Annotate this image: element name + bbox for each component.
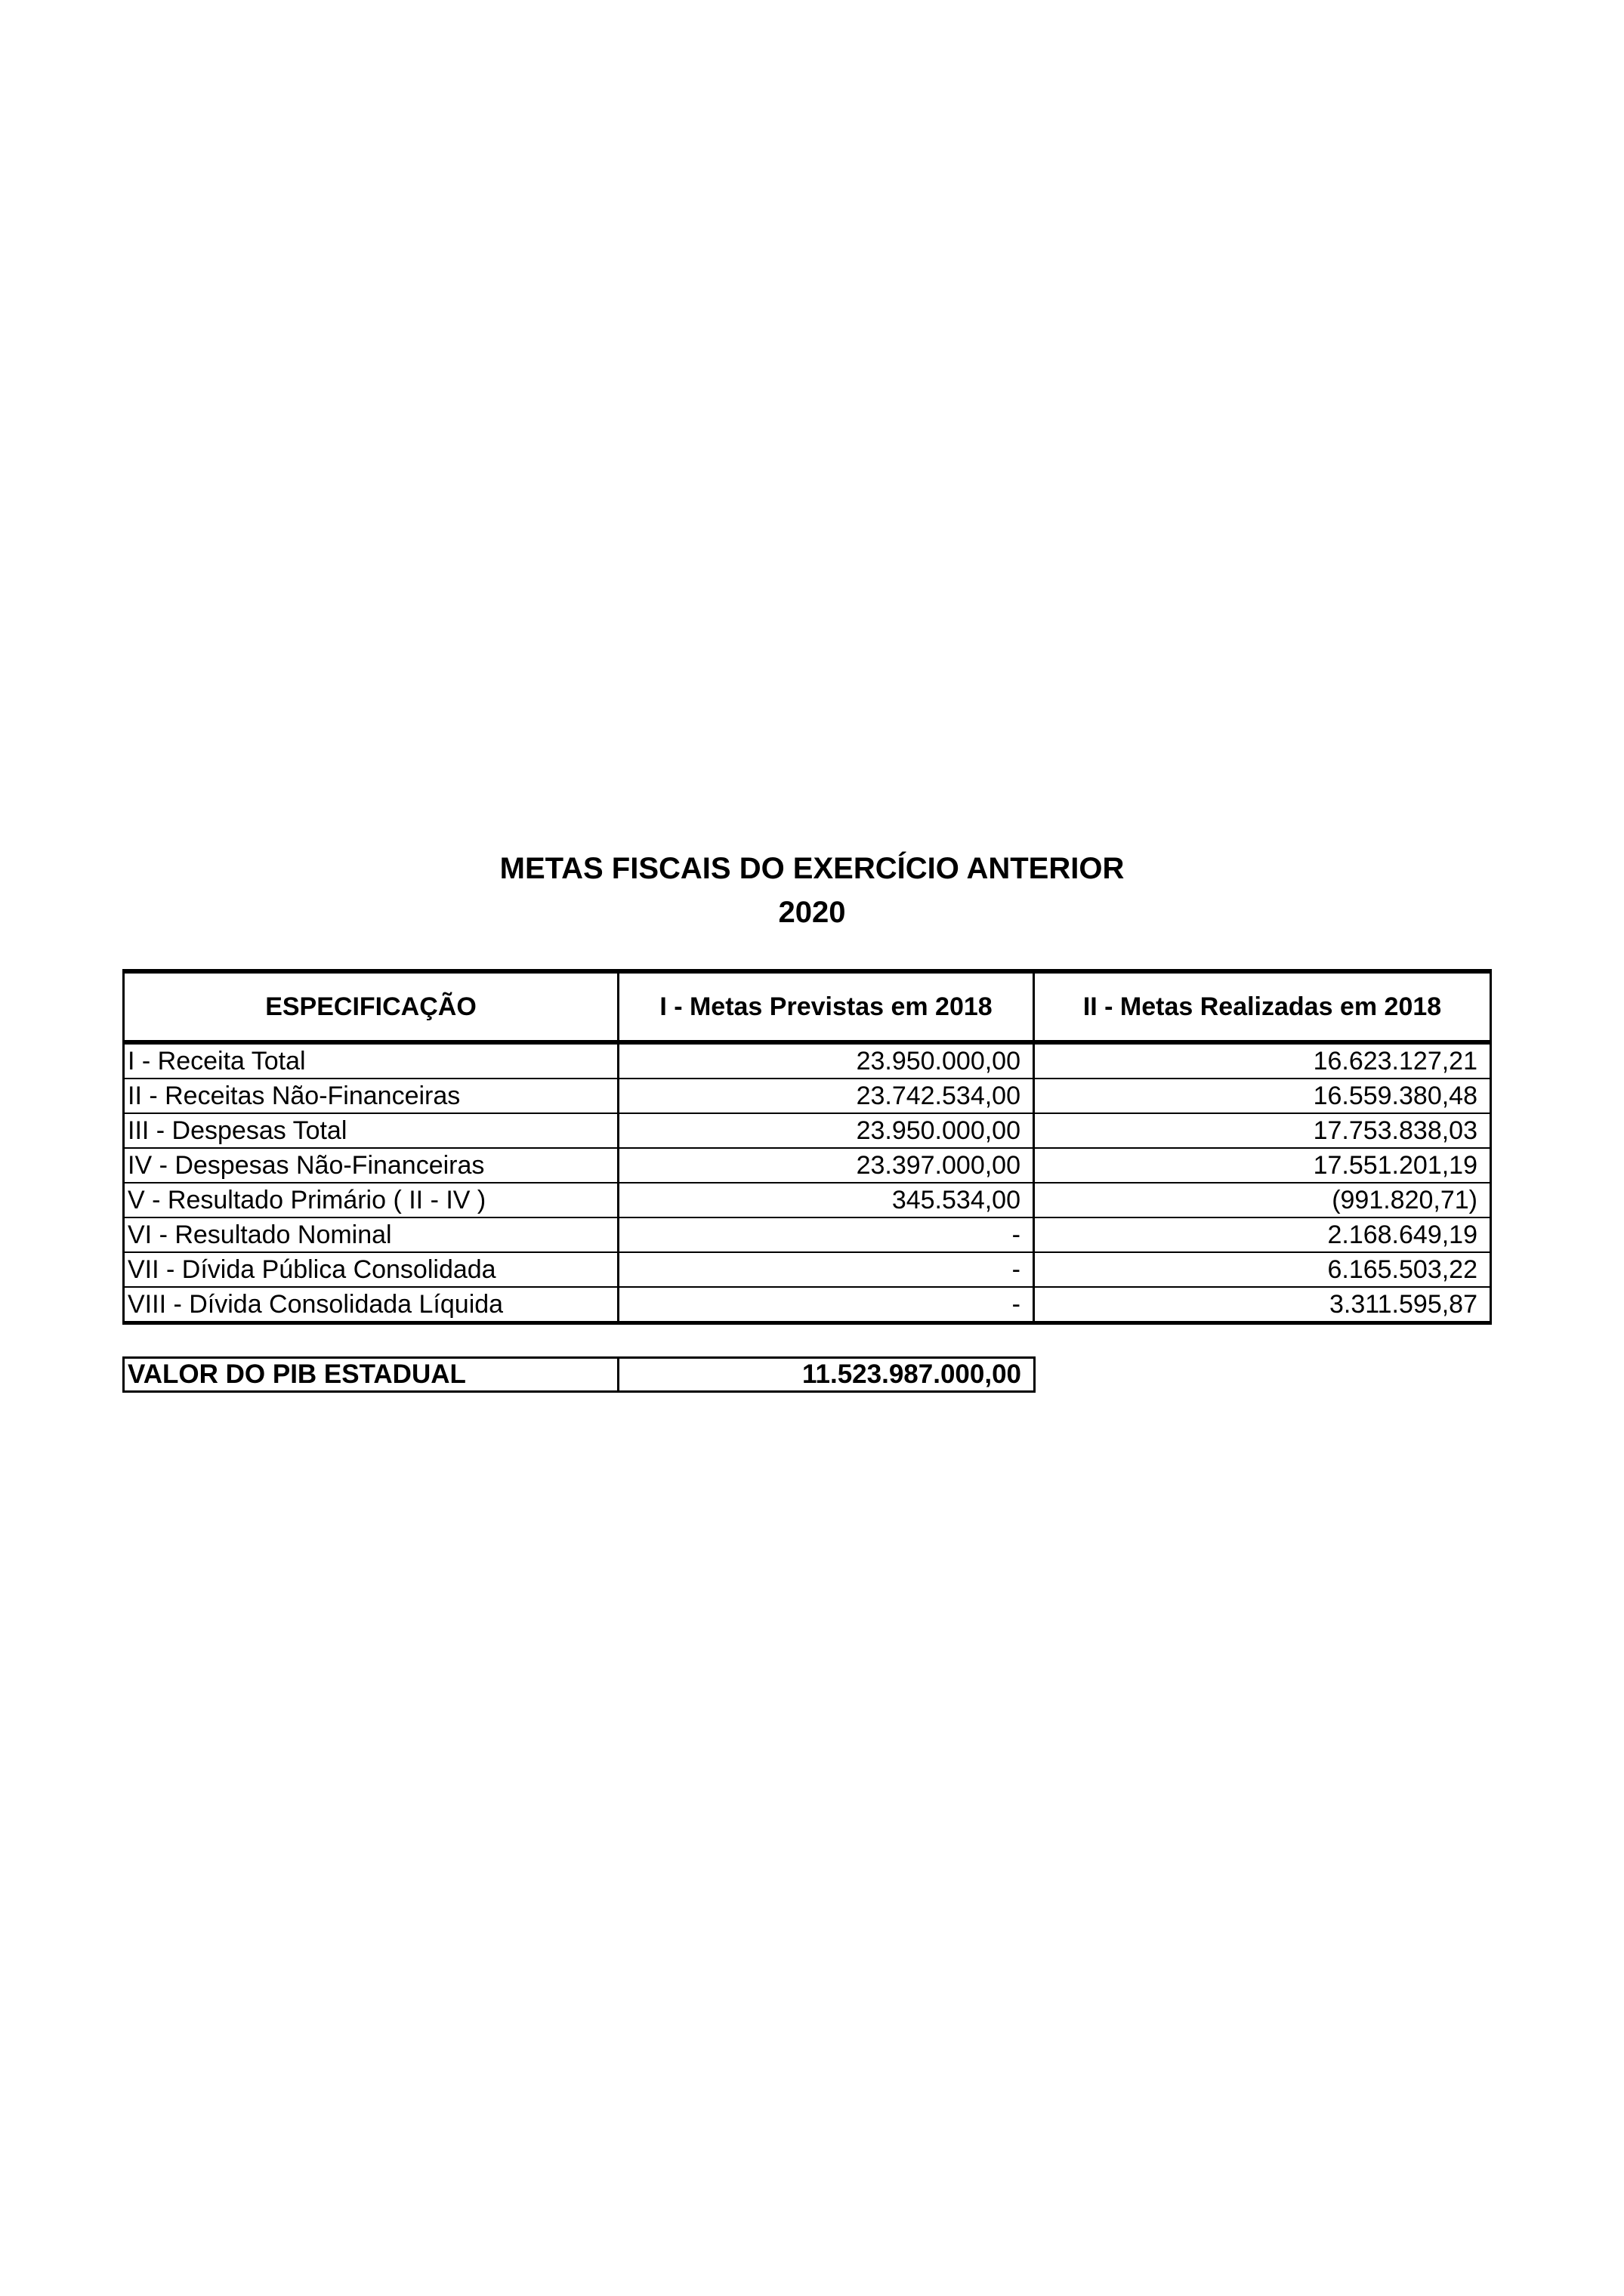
row-specification: II - Receitas Não-Financeiras: [124, 1079, 619, 1113]
table-row: [124, 1183, 1491, 1217]
table-row: [124, 1148, 1491, 1183]
pib-label: VALOR DO PIB ESTADUAL: [124, 1358, 619, 1392]
row-meta-realizada: 17.753.838,03: [1034, 1113, 1491, 1148]
pib-value: 11.523.987.000,00: [619, 1358, 1035, 1392]
row-meta-realizada: 16.559.380,48: [1034, 1079, 1491, 1113]
table-row: [124, 1217, 1491, 1252]
row-specification: IV - Despesas Não-Financeiras: [124, 1148, 619, 1183]
table-row: [124, 1079, 1491, 1113]
row-meta-prevista: 345.534,00: [619, 1183, 1034, 1217]
row-meta-prevista: -: [619, 1287, 1034, 1323]
metas-fiscais-table: [122, 969, 1492, 1325]
header-especificacao: ESPECIFICAÇÃO: [124, 971, 619, 1042]
document-title: METAS FISCAIS DO EXERCÍCIO ANTERIOR: [499, 852, 1125, 885]
row-specification: VI - Resultado Nominal: [124, 1217, 619, 1252]
table-row: [124, 1113, 1491, 1148]
row-specification: I - Receita Total: [124, 1042, 619, 1079]
header-metas-realizadas: II - Metas Realizadas em 2018: [1034, 971, 1491, 1042]
row-meta-realizada: 3.311.595,87: [1034, 1287, 1491, 1323]
row-meta-prevista: -: [619, 1217, 1034, 1252]
row-meta-prevista: 23.950.000,00: [619, 1113, 1034, 1148]
document-year: 2020: [778, 896, 846, 929]
row-specification: III - Despesas Total: [124, 1113, 619, 1148]
row-specification: VII - Dívida Pública Consolidada: [124, 1252, 619, 1287]
pib-row: [124, 1358, 1035, 1392]
row-meta-prevista: 23.950.000,00: [619, 1042, 1034, 1079]
header-metas-previstas: I - Metas Previstas em 2018: [619, 971, 1034, 1042]
row-meta-prevista: -: [619, 1252, 1034, 1287]
row-meta-prevista: 23.397.000,00: [619, 1148, 1034, 1183]
table-row: [124, 1252, 1491, 1287]
table-header-row: [124, 971, 1491, 1042]
row-meta-realizada: (991.820,71): [1034, 1183, 1491, 1217]
row-meta-prevista: 23.742.534,00: [619, 1079, 1034, 1113]
row-specification: V - Resultado Primário ( II - IV ): [124, 1183, 619, 1217]
table-row: [124, 1042, 1491, 1079]
row-meta-realizada: 6.165.503,22: [1034, 1252, 1491, 1287]
table-row: [124, 1287, 1491, 1323]
row-specification: VIII - Dívida Consolidada Líquida: [124, 1287, 619, 1323]
pib-table: [122, 1356, 1036, 1393]
row-meta-realizada: 16.623.127,21: [1034, 1042, 1491, 1079]
row-meta-realizada: 17.551.201,19: [1034, 1148, 1491, 1183]
row-meta-realizada: 2.168.649,19: [1034, 1217, 1491, 1252]
